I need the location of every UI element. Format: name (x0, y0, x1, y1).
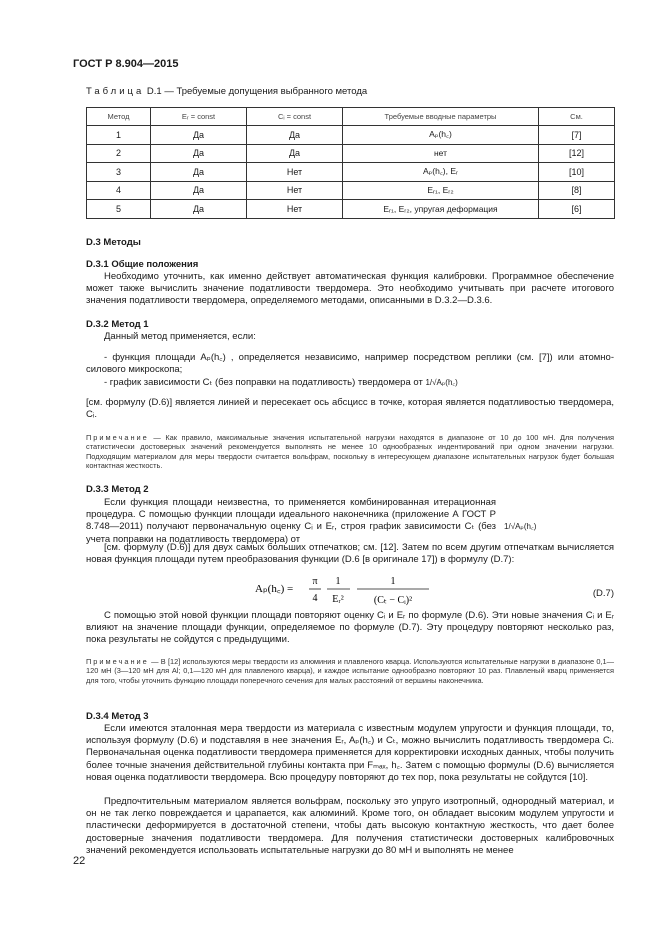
table-cell: Eᵣ₁, Eᵣ₂ (343, 181, 539, 200)
formula-den2: (Cₜ − Cᵢ)² (373, 595, 413, 606)
equation-number: (D.7) (592, 588, 614, 599)
fraction-numerator: 1 (504, 522, 509, 531)
section-d32-item1: - функция площади Aₚ(h꜀) , определяется независимо, например посредством реплики (см. [7]) или атомно-силового микроскопа; (86, 352, 614, 376)
column-header: См. (539, 108, 615, 126)
section-d33-note (86, 657, 614, 685)
table-header-row (87, 108, 615, 126)
formula-er2: Eᵣ² (332, 594, 344, 605)
section-d3-title: D.3 Методы (86, 237, 141, 248)
table-cell: Да (151, 126, 247, 145)
section-d32-intro: Данный метод применяется, если: (104, 331, 256, 342)
table-cell: [8] (539, 181, 615, 200)
table-cell: [10] (539, 163, 615, 182)
fraction-denominator: √Aₚ(h꜀) (510, 522, 537, 531)
table-cell: 3 (87, 163, 151, 182)
fraction-numerator: 1 (425, 378, 430, 387)
column-header: Метод (87, 108, 151, 126)
section-d32-title: D.3.2 Метод 1 (86, 319, 149, 330)
table-row (87, 163, 615, 182)
table-cell: Да (247, 126, 343, 145)
table-cell: нет (343, 144, 539, 163)
table-cell: Нет (247, 181, 343, 200)
formula-four: 4 (312, 593, 318, 604)
formula-one-a: 1 (335, 576, 341, 587)
assumptions-table (86, 107, 615, 219)
table-cell: Нет (247, 200, 343, 219)
section-d33-fraction (504, 521, 536, 532)
note-label: Примечание (86, 657, 149, 666)
section-d31-title: D.3.1 Общие положения (86, 259, 199, 270)
table-cell: Aₚ(h꜀), Eᵣ (343, 163, 539, 182)
formula-one-b: 1 (390, 576, 396, 587)
table-cell: [6] (539, 200, 615, 219)
table-cell: Aₚ(h꜀) (343, 126, 539, 145)
section-d34-text1: Если имеются эталонная мера твердости из материала с известным модулем упругости и функция площади, то, используя формулу (D.6) и подставляя в нее значения Eᵣ, Aₚ(h꜀) и Cₜ, можно вычислить податливость твердомера Cᵢ. Первоначальная оценка податливости твердомера применяется для корректировки исходных данных, чтобы получить более точные значения действительной глубины контакта при Fₘₐₓ, h꜀. Затем с помощью формулы (D.6) вычисляется новая оценка податливости твердомера. Всю процедуру повторяют до тех пор, пока результаты не сойдутся [10]. (86, 723, 614, 783)
table-cell: Да (151, 144, 247, 163)
inverse-sqrt-fraction: 1/√Aₚ(h꜀) (504, 522, 537, 531)
section-d33-text1 (86, 497, 496, 546)
table-cell: 1 (87, 126, 151, 145)
column-header: Cᵢ = const (247, 108, 343, 126)
table-cell: Нет (247, 163, 343, 182)
table-cell: [7] (539, 126, 615, 145)
column-header: Eᵣ = const (151, 108, 247, 126)
table-cell: Да (247, 144, 343, 163)
section-d31-text: Необходимо уточнить, как именно действует автоматическая функция калибровки. Программное обеспечение может также вычислить значение податливости твердомера. Это необходимо учитывать при расчете итогового значения податливости твердомера, определяемого методами, описанными в D.3.2—D.3.6. (86, 271, 614, 307)
column-header: Требуемые вводные параметры (343, 108, 539, 126)
table-cell: 2 (87, 144, 151, 163)
formula-d7-svg (255, 572, 455, 612)
inverse-sqrt-fraction: 1/√Aₚ(h꜀) (425, 378, 458, 387)
table-caption (86, 86, 367, 97)
table-cell: Да (151, 181, 247, 200)
section-d33-text3: С помощью этой новой функции площади повторяют оценку Cᵢ и Eᵣ по формуле (D.6). Эти новые значения Cᵢ и Eᵣ влияют на значение площади функции, определяемое по формуле (D.7). Эту процедуру повторяют несколько раз, пока результаты не сойдутся с предыдущими. (86, 610, 614, 646)
table-row (87, 181, 615, 200)
page-number: 22 (73, 855, 86, 867)
section-d33-title: D.3.3 Метод 2 (86, 484, 149, 495)
table-row (87, 126, 615, 145)
fraction-denominator: √Aₚ(h꜀) (432, 378, 458, 387)
note-text: — Как правило, максимальные значения испытательной нагрузки находятся в диапазоне от 10 до 100 мН. Для получения статистически достоверных значений рекомендуется выполнять не менее 10 однообразных индентирований при одном значении нагрузки. Подходящим материалом для меры твердости считается вольфрам, поскольку в интересующем диапазоне испытательных нагрузок будет большая контактная жесткость. (86, 433, 614, 471)
table-cell: 4 (87, 181, 151, 200)
item2-text: - график зависимости Cₜ (без поправки на податливость) твердомера от (104, 377, 423, 389)
formula-lhs: Aₚ(h꜀) = (255, 583, 294, 595)
section-d32-note (86, 433, 614, 471)
table-cell: 5 (87, 200, 151, 219)
note-text: — В [12] используются меры твердости из алюминия и плавленого кварца. Используются испытательные нагрузки в диапазоне 0,1—120 мН (3—120 мН для Al; 0,1—120 мН для плавленого кварца), и каждое испытание однообразно повторяют 10 раз. Плавленый кварц применяется для того, чтобы уточнить функцию площади поперечного сечения для малых расстояний от вершины наконечника. (86, 657, 614, 685)
document-header: ГОСТ Р 8.904—2015 (73, 58, 179, 70)
table-cell: Да (151, 163, 247, 182)
d33-text1-body: Если функция площади неизвестна, то применяется комбинированная итерационная процедура. С помощью функции площади идеального наконечника (приложение А ГОСТ Р 8.748—2011) получают первоначальную оценку Cᵢ и Eᵣ, строя график зависимости Cₜ (без учета поправки на податливость твердомера) от (86, 497, 496, 545)
formula-pi: π (312, 576, 318, 587)
section-d32-item2-cont: [см. формулу (D.6)] является линией и пересекает ось абсцисс в точке, которая является податливостью твердомера, Cᵢ. (86, 397, 614, 421)
table-row (87, 200, 615, 219)
table-caption-word: Таблица (86, 86, 145, 97)
section-d32-item2 (104, 377, 458, 388)
section-d34-text2: Предпочтительным материалом является вольфрам, поскольку это упруго изотропный, однородный материал, и он не так легко повреждается и царапается, как алюминий. Кроме того, он обладает высоким модулем упругости и пластически деформируется в достаточной степени, чтобы дать высокую контактную жесткость, что дает более достоверные значения податливости твердомера. Для получения статистически достоверных калибровочных значений рекомендуется использовать испытательные нагрузки до 80 мН и выполнять не менее (86, 796, 614, 856)
table-cell: Да (151, 200, 247, 219)
table-caption-text: D.1 — Требуемые допущения выбранного метода (146, 86, 368, 97)
table-row (87, 144, 615, 163)
note-label: Примечание (86, 433, 149, 442)
section-d33-text2: [см. формулу (D.6)] для двух самых больших отпечатков; см. [12]. Затем по всем другим отпечаткам вычисляется новая функция площади путем преобразования функции (D.6 [в оригинале 17]) в формулу (D.7): (86, 542, 614, 566)
table-cell: [12] (539, 144, 615, 163)
section-d34-title: D.3.4 Метод 3 (86, 711, 149, 722)
table-cell: Eᵣ₁, Eᵣ₂, упругая деформация (343, 200, 539, 219)
